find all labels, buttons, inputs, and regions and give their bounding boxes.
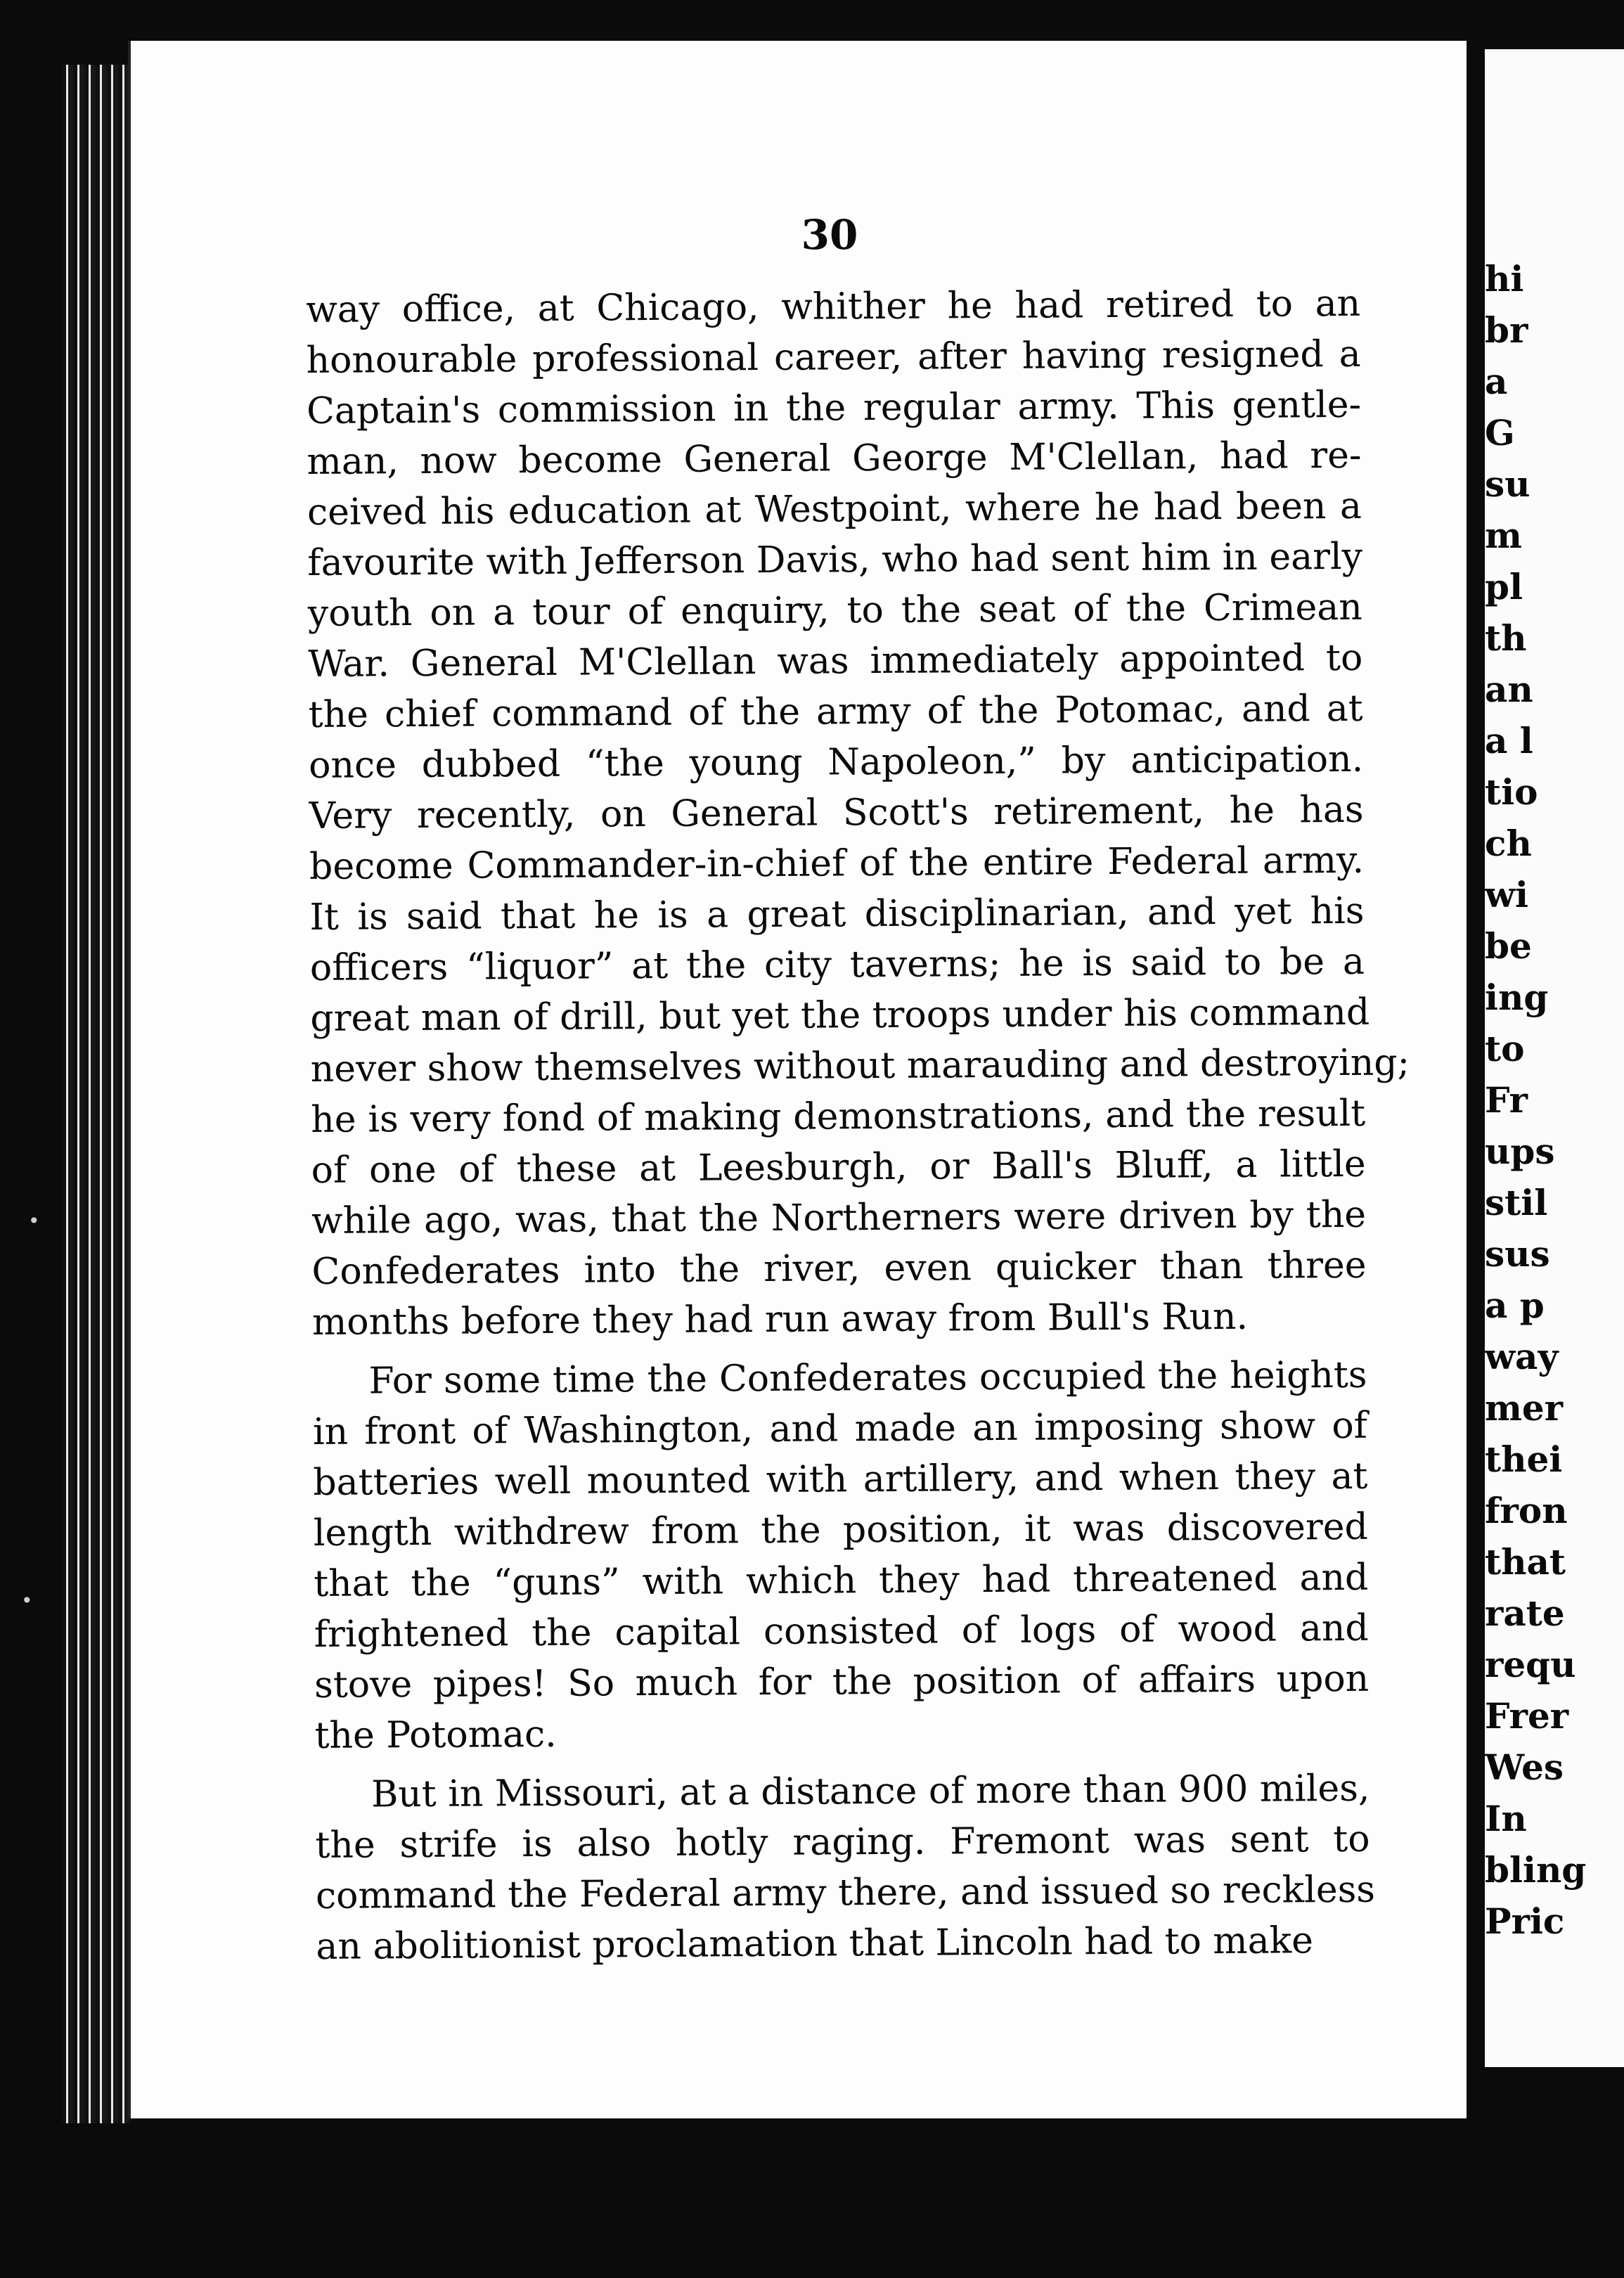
- text-line: man, now become General George M'Clellan, had re-: [307, 434, 1362, 483]
- right-page-fragment: that: [1485, 1541, 1566, 1583]
- scan-speck: •: [21, 1589, 33, 1612]
- text-line: become Commander-in-chief of the entire Federal army.: [309, 839, 1365, 888]
- right-page-text: [1485, 253, 1586, 1947]
- right-page-fragment: ing: [1485, 977, 1549, 1018]
- text-line: never show themselves without marauding and destroying;: [310, 1041, 1410, 1090]
- right-page-fragment: sus: [1485, 1233, 1550, 1275]
- right-page-fragment: way: [1485, 1336, 1559, 1377]
- text-line: officers “liquor” at the city taverns; he is said to be a: [309, 940, 1365, 989]
- right-page-fragment: Fr: [1485, 1079, 1528, 1121]
- right-page-fragment: Wes: [1485, 1746, 1564, 1788]
- text-line: It is said that he is a great disciplinarian, and yet his: [309, 889, 1365, 939]
- right-page-fragment: stil: [1485, 1182, 1548, 1223]
- right-page-fragment: to: [1485, 1028, 1525, 1069]
- text-line: months before they had run away from Bull's Run.: [311, 1295, 1249, 1344]
- text-line: stove pipes! So much for the position of affairs upon: [314, 1657, 1370, 1706]
- right-page-fragment: requ: [1485, 1644, 1576, 1685]
- text-line: of one of these at Leesburgh, or Ball's Bluff, a little: [311, 1143, 1366, 1192]
- text-line: great man of drill, but yet the troops under his command: [310, 991, 1370, 1040]
- text-line: Very recently, on General Scott's retirement, he has: [309, 788, 1364, 837]
- right-page-fragment: bling: [1485, 1849, 1587, 1891]
- text-line: honourable professional career, after having resigned a: [306, 333, 1361, 382]
- text-line: For some time the Confederates occupied the heights: [368, 1353, 1367, 1403]
- text-line: But in Missouri, at a distance of more than 900 miles,: [370, 1767, 1370, 1816]
- text-line: that the “guns” with which they had threatened and: [314, 1556, 1369, 1605]
- right-page-fragment: Pric: [1485, 1900, 1565, 1942]
- text-line: the strife is also hotly raging. Fremont was sent to: [315, 1817, 1370, 1867]
- right-page-fragment: hi: [1485, 258, 1524, 300]
- scan-speck: •: [28, 1209, 40, 1233]
- text-line: he is very fond of making demonstrations, and the result: [311, 1092, 1366, 1141]
- right-page-fragment: ups: [1485, 1131, 1555, 1172]
- text-line: once dubbed “the young Napoleon,” by anticipation.: [308, 738, 1364, 787]
- text-line: the Potomac.: [314, 1713, 557, 1757]
- text-line: ceived his education at Westpoint, where he had been a: [307, 484, 1362, 534]
- right-page-fragment: mer: [1485, 1387, 1564, 1429]
- text-line: the chief command of the army of the Potomac, and at: [308, 687, 1363, 736]
- text-line: in front of Washington, and made an imposing show of: [312, 1404, 1368, 1453]
- text-line: youth on a tour of enquiry, to the seat of the Crimean: [307, 586, 1363, 635]
- right-page-fragment: tio: [1485, 771, 1538, 813]
- right-page-fragment: rate: [1485, 1592, 1565, 1634]
- right-page-fragment: a l: [1485, 720, 1533, 761]
- right-page-fragment: th: [1485, 617, 1527, 659]
- right-page-fragment: su: [1485, 463, 1530, 505]
- right-page-edge: [1485, 49, 1624, 2067]
- text-line: Captain's commission in the regular army. This gentle-: [306, 383, 1362, 432]
- text-line: an abolitionist proclamation that Lincoln had to make: [316, 1919, 1314, 1968]
- text-line: favourite with Jefferson Davis, who had sent him in early: [307, 535, 1363, 584]
- right-page-fragment: br: [1485, 309, 1528, 351]
- text-line: War. General M'Clellan was immediately appointed to: [308, 636, 1363, 686]
- text-line: way office, at Chicago, whither he had retired to an: [306, 282, 1361, 331]
- text-line: length withdrew from the position, it was discovered: [313, 1505, 1369, 1555]
- right-page-fragment: In: [1485, 1798, 1527, 1839]
- right-page-fragment: fron: [1485, 1490, 1568, 1531]
- right-page-fragment: be: [1485, 925, 1532, 967]
- text-line: Confederates into the river, even quicker than three: [311, 1244, 1367, 1293]
- text-line: while ago, was, that the Northerners were driven by the: [311, 1193, 1367, 1242]
- right-page-fragment: wi: [1485, 874, 1529, 915]
- text-line: frightened the capital consisted of logs of wood and: [314, 1607, 1369, 1656]
- right-page-fragment: a: [1485, 361, 1508, 402]
- right-page-fragment: thei: [1485, 1439, 1563, 1480]
- right-page-fragment: Frer: [1485, 1695, 1569, 1737]
- right-page-fragment: an: [1485, 669, 1533, 710]
- right-page-fragment: m: [1485, 515, 1522, 556]
- right-page-fragment: ch: [1485, 823, 1532, 864]
- right-page-fragment: G: [1485, 412, 1515, 453]
- right-page-fragment: pl: [1485, 566, 1523, 607]
- body-text: [306, 278, 1410, 1986]
- page-number: 30: [801, 211, 858, 259]
- book-binding-edge: [62, 65, 132, 2123]
- right-page-fragment: a p: [1485, 1285, 1545, 1326]
- text-line: command the Federal army there, and issued so reckless: [315, 1868, 1376, 1917]
- text-line: batteries well mounted with artillery, and when they at: [313, 1455, 1368, 1504]
